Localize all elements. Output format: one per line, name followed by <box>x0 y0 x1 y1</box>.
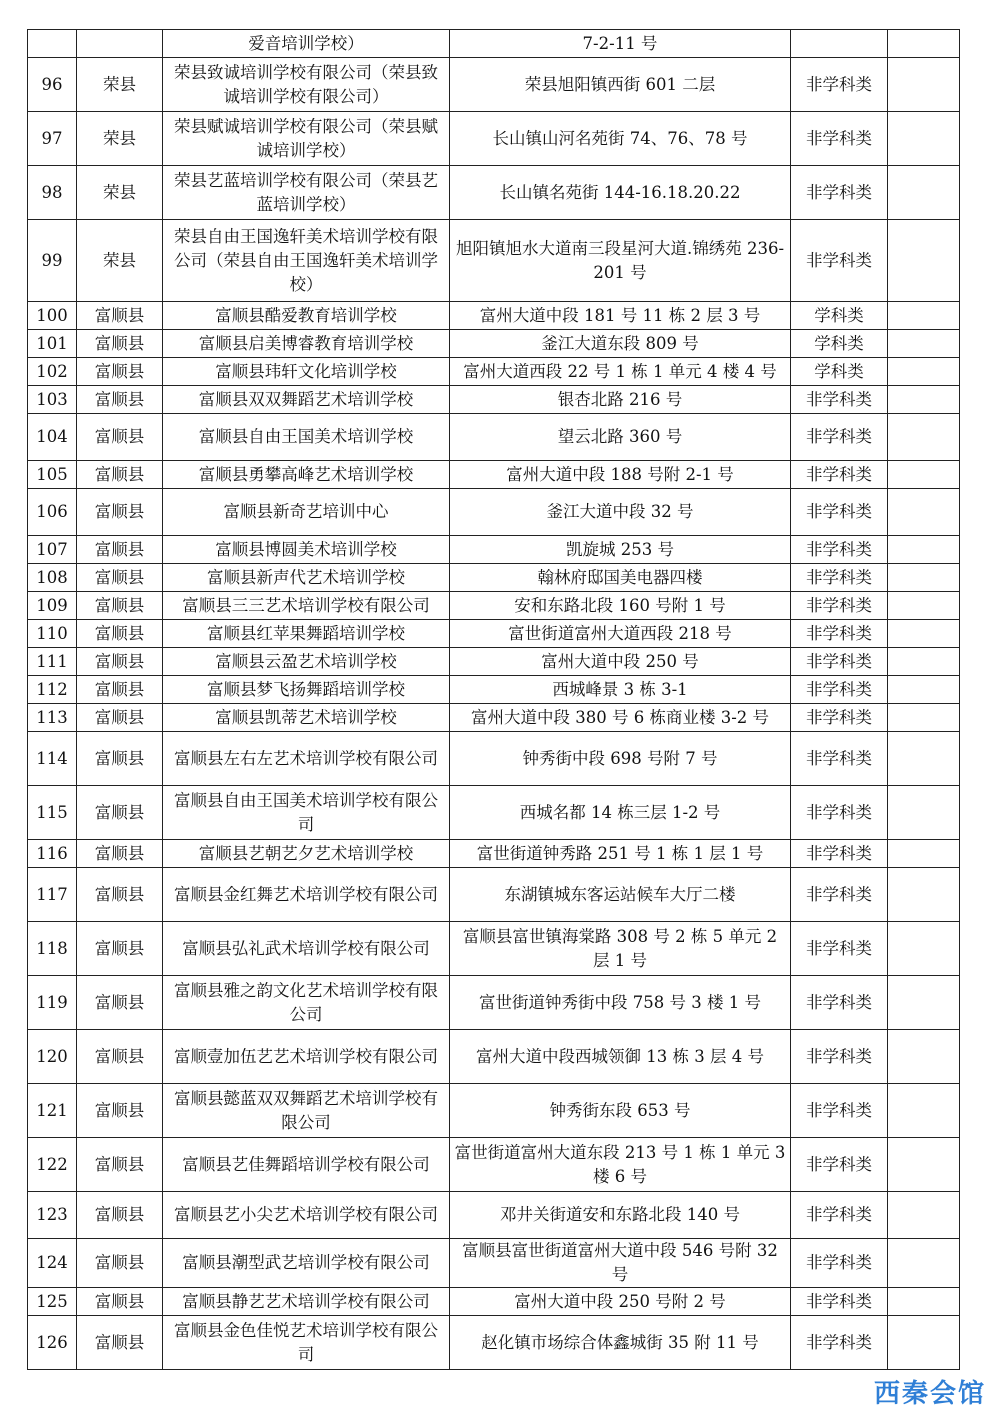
cell-school: 荣县艺蓝培训学校有限公司（荣县艺蓝培训学校） <box>163 166 450 220</box>
cell-remark <box>888 1316 960 1370</box>
cell-county: 富顺县 <box>77 302 163 330</box>
cell-address: 富州大道中段 250 号 <box>450 648 791 676</box>
cell-school: 富顺县左右左艺术培训学校有限公司 <box>163 732 450 786</box>
cell-category: 非学科类 <box>791 732 888 786</box>
cell-county: 富顺县 <box>77 1084 163 1138</box>
cell-category: 非学科类 <box>791 1288 888 1316</box>
cell-remark <box>888 461 960 489</box>
cell-county: 富顺县 <box>77 1316 163 1370</box>
cell-school: 富顺县金红舞艺术培训学校有限公司 <box>163 868 450 922</box>
cell-no: 110 <box>28 620 77 648</box>
cell-category: 非学科类 <box>791 489 888 536</box>
cell-category: 非学科类 <box>791 840 888 868</box>
cell-school: 荣县致诚培训学校有限公司（荣县致诚培训学校有限公司） <box>163 58 450 112</box>
table-row <box>28 489 960 536</box>
table-row <box>28 868 960 922</box>
cell-no: 125 <box>28 1288 77 1316</box>
cell-county: 富顺县 <box>77 489 163 536</box>
cell-no: 108 <box>28 564 77 592</box>
cell-school: 富顺县潮型武艺培训学校有限公司 <box>163 1239 450 1288</box>
cell-no: 118 <box>28 922 77 976</box>
cell-address: 釜江大道东段 809 号 <box>450 330 791 358</box>
cell-remark <box>888 648 960 676</box>
cell-address: 东湖镇城东客运站候车大厅二楼 <box>450 868 791 922</box>
cell-remark <box>888 620 960 648</box>
cell-county: 富顺县 <box>77 922 163 976</box>
cell-address: 富世街道富州大道西段 218 号 <box>450 620 791 648</box>
cell-remark <box>888 1288 960 1316</box>
cell-address: 翰林府邸国美电器四楼 <box>450 564 791 592</box>
table-row-continued <box>28 30 960 58</box>
cell-school: 富顺县玮轩文化培训学校 <box>163 358 450 386</box>
cell-address: 7-2-11 号 <box>450 30 791 58</box>
cell-category: 非学科类 <box>791 414 888 461</box>
cell-category: 非学科类 <box>791 786 888 840</box>
cell-school: 富顺县红苹果舞蹈培训学校 <box>163 620 450 648</box>
cell-county: 富顺县 <box>77 620 163 648</box>
cell-school: 富顺县启美博睿教育培训学校 <box>163 330 450 358</box>
table-row <box>28 1316 960 1370</box>
cell-remark <box>888 676 960 704</box>
cell-address: 邓井关街道安和东路北段 140 号 <box>450 1192 791 1239</box>
cell-category: 非学科类 <box>791 620 888 648</box>
table-row <box>28 1239 960 1288</box>
cell-county: 富顺县 <box>77 840 163 868</box>
cell-address: 钟秀街中段 698 号附 7 号 <box>450 732 791 786</box>
cell-no: 120 <box>28 1030 77 1084</box>
cell-no: 107 <box>28 536 77 564</box>
cell-no: 103 <box>28 386 77 414</box>
cell-county: 富顺县 <box>77 564 163 592</box>
table-row <box>28 620 960 648</box>
cell-no: 112 <box>28 676 77 704</box>
cell-school: 富顺县金色佳悦艺术培训学校有限公司 <box>163 1316 450 1370</box>
cell-county: 富顺县 <box>77 1192 163 1239</box>
cell-school: 爱音培训学校） <box>163 30 450 58</box>
cell-remark <box>888 704 960 732</box>
cell-county <box>77 30 163 58</box>
table-row <box>28 1288 960 1316</box>
cell-remark <box>888 330 960 358</box>
cell-address: 富州大道中段 181 号 11 栋 2 层 3 号 <box>450 302 791 330</box>
table-row <box>28 386 960 414</box>
cell-remark <box>888 489 960 536</box>
cell-school: 富顺县弘礼武术培训学校有限公司 <box>163 922 450 976</box>
cell-address: 富世街道钟秀路 251 号 1 栋 1 层 1 号 <box>450 840 791 868</box>
cell-county: 富顺县 <box>77 536 163 564</box>
cell-remark <box>888 386 960 414</box>
table-row <box>28 1192 960 1239</box>
cell-no: 96 <box>28 58 77 112</box>
cell-address: 西城峰景 3 栋 3-1 <box>450 676 791 704</box>
cell-school: 富顺县酷爱教育培训学校 <box>163 302 450 330</box>
cell-school: 富顺县梦飞扬舞蹈培训学校 <box>163 676 450 704</box>
cell-remark <box>888 1030 960 1084</box>
cell-county: 富顺县 <box>77 976 163 1030</box>
cell-remark <box>888 1192 960 1239</box>
cell-county: 富顺县 <box>77 461 163 489</box>
cell-school: 富顺县艺佳舞蹈培训学校有限公司 <box>163 1138 450 1192</box>
cell-remark <box>888 922 960 976</box>
cell-address: 安和东路北段 160 号附 1 号 <box>450 592 791 620</box>
cell-remark <box>888 302 960 330</box>
cell-school: 富顺县博圆美术培训学校 <box>163 536 450 564</box>
cell-category: 非学科类 <box>791 386 888 414</box>
cell-no: 98 <box>28 166 77 220</box>
cell-remark <box>888 840 960 868</box>
table-row <box>28 166 960 220</box>
cell-county: 荣县 <box>77 112 163 166</box>
cell-category: 非学科类 <box>791 1239 888 1288</box>
cell-remark <box>888 414 960 461</box>
cell-county: 荣县 <box>77 58 163 112</box>
cell-county: 富顺县 <box>77 1288 163 1316</box>
cell-county: 富顺县 <box>77 414 163 461</box>
watermark-logo: 西秦会馆 <box>873 1379 986 1409</box>
cell-address: 富顺县富世街道富州大道中段 546 号附 32 号 <box>450 1239 791 1288</box>
table-body <box>28 30 960 1370</box>
cell-address: 富顺县富世镇海棠路 308 号 2 栋 5 单元 2 层 1 号 <box>450 922 791 976</box>
cell-category <box>791 30 888 58</box>
cell-address: 富州大道中段西城领御 13 栋 3 层 4 号 <box>450 1030 791 1084</box>
cell-remark <box>888 220 960 302</box>
cell-school: 荣县自由王国逸轩美术培训学校有限公司（荣县自由王国逸轩美术培训学校） <box>163 220 450 302</box>
cell-school: 富顺县艺朝艺夕艺术培训学校 <box>163 840 450 868</box>
cell-no: 122 <box>28 1138 77 1192</box>
cell-category: 学科类 <box>791 302 888 330</box>
cell-no: 101 <box>28 330 77 358</box>
cell-category: 非学科类 <box>791 1030 888 1084</box>
cell-no: 99 <box>28 220 77 302</box>
cell-county: 富顺县 <box>77 330 163 358</box>
cell-county: 富顺县 <box>77 786 163 840</box>
cell-school: 富顺县雅之韵文化艺术培训学校有限公司 <box>163 976 450 1030</box>
cell-no: 117 <box>28 868 77 922</box>
cell-school: 富顺县凯蒂艺术培训学校 <box>163 704 450 732</box>
cell-category: 非学科类 <box>791 220 888 302</box>
cell-category: 非学科类 <box>791 1192 888 1239</box>
cell-address: 富州大道中段 380 号 6 栋商业楼 3-2 号 <box>450 704 791 732</box>
cell-no: 97 <box>28 112 77 166</box>
cell-school: 富顺县新声代艺术培训学校 <box>163 564 450 592</box>
cell-no: 119 <box>28 976 77 1030</box>
cell-county: 富顺县 <box>77 358 163 386</box>
cell-category: 学科类 <box>791 358 888 386</box>
cell-remark <box>888 1239 960 1288</box>
cell-address: 富世街道钟秀街中段 758 号 3 楼 1 号 <box>450 976 791 1030</box>
cell-remark <box>888 592 960 620</box>
table-row <box>28 1138 960 1192</box>
cell-school: 荣县赋诚培训学校有限公司（荣县赋诚培训学校） <box>163 112 450 166</box>
cell-school: 富顺县新奇艺培训中心 <box>163 489 450 536</box>
table-row <box>28 922 960 976</box>
cell-address: 富世街道富州大道东段 213 号 1 栋 1 单元 3 楼 6 号 <box>450 1138 791 1192</box>
cell-category: 非学科类 <box>791 461 888 489</box>
cell-no: 100 <box>28 302 77 330</box>
cell-remark <box>888 564 960 592</box>
cell-address: 富州大道中段 188 号附 2-1 号 <box>450 461 791 489</box>
cell-county: 富顺县 <box>77 1239 163 1288</box>
cell-category: 非学科类 <box>791 112 888 166</box>
cell-address: 赵化镇市场综合体鑫城街 35 附 11 号 <box>450 1316 791 1370</box>
cell-no: 109 <box>28 592 77 620</box>
cell-address: 釜江大道中段 32 号 <box>450 489 791 536</box>
cell-school: 富顺县懿蓝双双舞蹈艺术培训学校有限公司 <box>163 1084 450 1138</box>
cell-category: 非学科类 <box>791 564 888 592</box>
table-row <box>28 112 960 166</box>
table-row <box>28 330 960 358</box>
cell-category: 学科类 <box>791 330 888 358</box>
cell-remark <box>888 30 960 58</box>
cell-no: 115 <box>28 786 77 840</box>
cell-school: 富顺县自由王国美术培训学校有限公司 <box>163 786 450 840</box>
cell-no: 106 <box>28 489 77 536</box>
table-row <box>28 1030 960 1084</box>
cell-school: 富顺县双双舞蹈艺术培训学校 <box>163 386 450 414</box>
cell-address: 西城名都 14 栋三层 1-2 号 <box>450 786 791 840</box>
cell-category: 非学科类 <box>791 536 888 564</box>
cell-category: 非学科类 <box>791 1084 888 1138</box>
cell-remark <box>888 976 960 1030</box>
cell-school: 富顺县三三艺术培训学校有限公司 <box>163 592 450 620</box>
table-row <box>28 840 960 868</box>
cell-no <box>28 30 77 58</box>
table-row <box>28 358 960 386</box>
cell-category: 非学科类 <box>791 648 888 676</box>
cell-school: 富顺县云盈艺术培训学校 <box>163 648 450 676</box>
cell-county: 富顺县 <box>77 732 163 786</box>
cell-no: 124 <box>28 1239 77 1288</box>
cell-remark <box>888 732 960 786</box>
cell-county: 富顺县 <box>77 648 163 676</box>
cell-remark <box>888 112 960 166</box>
cell-category: 非学科类 <box>791 1138 888 1192</box>
cell-address: 富州大道中段 250 号附 2 号 <box>450 1288 791 1316</box>
cell-address: 银杏北路 216 号 <box>450 386 791 414</box>
cell-no: 105 <box>28 461 77 489</box>
school-list-table <box>27 29 960 1370</box>
cell-remark <box>888 536 960 564</box>
cell-category: 非学科类 <box>791 166 888 220</box>
cell-no: 111 <box>28 648 77 676</box>
cell-no: 121 <box>28 1084 77 1138</box>
cell-school: 富顺壹加伍艺艺术培训学校有限公司 <box>163 1030 450 1084</box>
cell-address: 旭阳镇旭水大道南三段星河大道.锦绣苑 236-201 号 <box>450 220 791 302</box>
cell-no: 116 <box>28 840 77 868</box>
cell-no: 104 <box>28 414 77 461</box>
table-row <box>28 1084 960 1138</box>
cell-school: 富顺县艺小尖艺术培训学校有限公司 <box>163 1192 450 1239</box>
cell-address: 长山镇名苑街 144-16.18.20.22 <box>450 166 791 220</box>
cell-category: 非学科类 <box>791 868 888 922</box>
cell-no: 113 <box>28 704 77 732</box>
cell-county: 荣县 <box>77 220 163 302</box>
cell-no: 123 <box>28 1192 77 1239</box>
cell-county: 富顺县 <box>77 386 163 414</box>
cell-address: 长山镇山河名苑街 74、76、78 号 <box>450 112 791 166</box>
cell-address: 钟秀街东段 653 号 <box>450 1084 791 1138</box>
table-row <box>28 676 960 704</box>
cell-remark <box>888 868 960 922</box>
cell-remark <box>888 1138 960 1192</box>
table-row <box>28 976 960 1030</box>
table-row <box>28 732 960 786</box>
table-row <box>28 704 960 732</box>
cell-remark <box>888 1084 960 1138</box>
cell-remark <box>888 58 960 112</box>
cell-county: 富顺县 <box>77 1030 163 1084</box>
cell-category: 非学科类 <box>791 922 888 976</box>
cell-address: 荣县旭阳镇西街 601 二层 <box>450 58 791 112</box>
cell-county: 富顺县 <box>77 592 163 620</box>
table-row <box>28 220 960 302</box>
cell-no: 102 <box>28 358 77 386</box>
cell-category: 非学科类 <box>791 58 888 112</box>
table-row <box>28 564 960 592</box>
cell-county: 富顺县 <box>77 704 163 732</box>
table-row <box>28 414 960 461</box>
table-row <box>28 536 960 564</box>
cell-address: 望云北路 360 号 <box>450 414 791 461</box>
cell-county: 荣县 <box>77 166 163 220</box>
table-row <box>28 592 960 620</box>
cell-category: 非学科类 <box>791 676 888 704</box>
table-row <box>28 302 960 330</box>
table-row <box>28 58 960 112</box>
table-row <box>28 786 960 840</box>
cell-no: 114 <box>28 732 77 786</box>
cell-remark <box>888 786 960 840</box>
cell-category: 非学科类 <box>791 1316 888 1370</box>
cell-school: 富顺县勇攀高峰艺术培训学校 <box>163 461 450 489</box>
cell-address: 凯旋城 253 号 <box>450 536 791 564</box>
cell-category: 非学科类 <box>791 704 888 732</box>
cell-county: 富顺县 <box>77 1138 163 1192</box>
cell-school: 富顺县自由王国美术培训学校 <box>163 414 450 461</box>
cell-school: 富顺县静艺艺术培训学校有限公司 <box>163 1288 450 1316</box>
table-row <box>28 461 960 489</box>
cell-address: 富州大道西段 22 号 1 栋 1 单元 4 楼 4 号 <box>450 358 791 386</box>
cell-county: 富顺县 <box>77 868 163 922</box>
cell-county: 富顺县 <box>77 676 163 704</box>
cell-category: 非学科类 <box>791 976 888 1030</box>
table-row <box>28 648 960 676</box>
cell-remark <box>888 166 960 220</box>
cell-remark <box>888 358 960 386</box>
cell-no: 126 <box>28 1316 77 1370</box>
cell-category: 非学科类 <box>791 592 888 620</box>
